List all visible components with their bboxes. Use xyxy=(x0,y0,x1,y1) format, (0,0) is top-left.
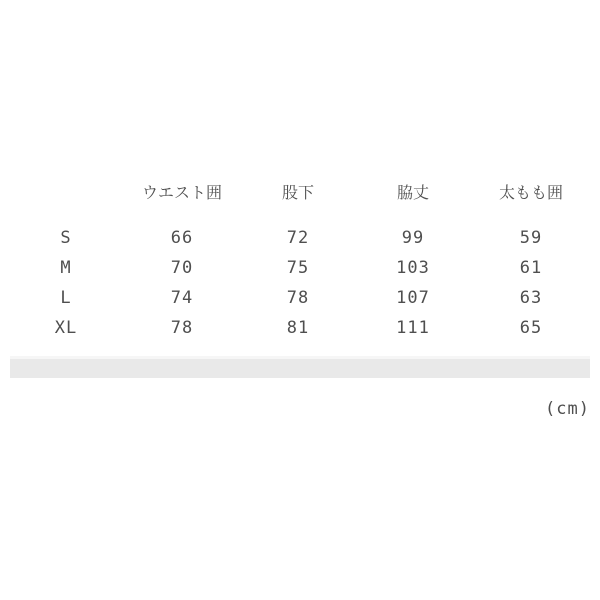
measurement-value: 61 xyxy=(519,258,543,278)
size-label-xl: XL xyxy=(54,318,78,338)
measurement-value: 59 xyxy=(519,228,543,248)
unit-label: (cm) xyxy=(545,399,590,419)
size-label-s: S xyxy=(60,228,72,248)
table-row-m xyxy=(0,253,600,283)
divider-bar xyxy=(10,356,590,378)
measurement-value: 66 xyxy=(170,228,194,248)
table-corner xyxy=(0,180,132,203)
table-row-l xyxy=(0,283,600,313)
measurement-value: 111 xyxy=(396,318,430,338)
measurement-value: 81 xyxy=(286,318,310,338)
measurement-value: 74 xyxy=(170,288,194,308)
table-body xyxy=(0,223,600,343)
measurement-value: 72 xyxy=(286,228,310,248)
size-label-m: M xyxy=(60,258,72,278)
column-header-side-length: 脇丈 xyxy=(396,183,429,202)
table-row-s xyxy=(0,223,600,253)
measurement-value: 99 xyxy=(401,228,425,248)
column-header-thigh: 太もも囲 xyxy=(498,183,563,202)
measurement-value: 78 xyxy=(286,288,310,308)
measurement-value: 103 xyxy=(396,258,430,278)
column-header-inseam: 股下 xyxy=(281,183,314,202)
measurement-value: 107 xyxy=(396,288,430,308)
measurement-value: 78 xyxy=(170,318,194,338)
measurement-value: 75 xyxy=(286,258,310,278)
measurement-value: 70 xyxy=(170,258,194,278)
measurement-value: 63 xyxy=(519,288,543,308)
column-header-waist: ウエスト囲 xyxy=(141,183,222,202)
measurement-value: 65 xyxy=(519,318,543,338)
size-label-l: L xyxy=(60,288,72,308)
table-row-xl xyxy=(0,313,600,343)
table-header-row xyxy=(0,180,600,202)
